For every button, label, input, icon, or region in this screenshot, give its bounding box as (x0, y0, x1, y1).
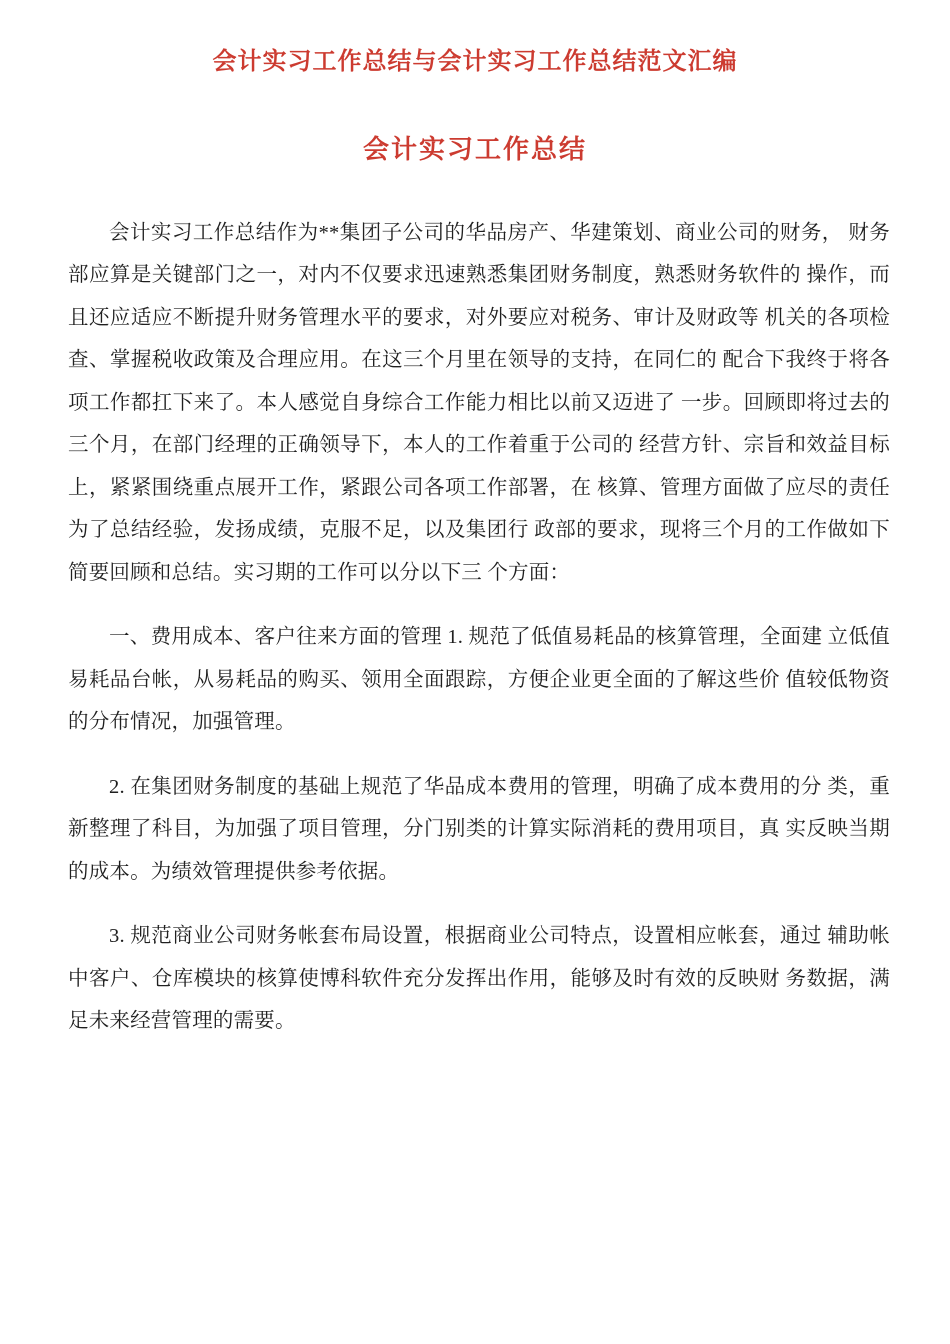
document-subtitle: 会计实习工作总结 (362, 134, 587, 164)
paragraph-intro: 会计实习工作总结作为**集团子公司的华品房产、华建策划、商业公司的财务， 财务部应算是关键部门之一，对内不仅要求迅速熟悉集团财务制度，熟悉财务软件的 操作，而且还应适应不断提升财务管理水平的要求，对外要应对税务、审计及财政等 机关的各项检查、掌握税收政策及合理应用。在这三个月里在领导的支持，在同仁的 配合下我终于将各项工作都扛下来了。本人感觉自身综合工作能力相比以前又迈进了 一步。回顾即将过去的三个月，在部门经理的正确领导下，本人的工作着重于公司的 经营方针、宗旨和效益目标上，紧紧围绕重点展开工作，紧跟公司各项工作部署，在 核算、管理方面做了应尽的责任为了总结经验，发扬成绩，克服不足，以及集团行 政部的要求，现将三个月的工作做如下简要回顾和总结。实习期的工作可以分以下三 个方面： (68, 221, 890, 584)
paragraph-item-3: 3. 规范商业公司财务帐套布局设置，根据商业公司特点，设置相应帐套，通过 辅助帐中客户、仓库模块的核算使博科软件充分发挥出作用，能够及时有效的反映财 务数据，满足未来经营管理的需要。 (68, 925, 890, 1033)
document-title: 会计实习工作总结与会计实习工作总结范文汇编 (212, 49, 738, 75)
paragraph-section-one: 一、费用成本、客户往来方面的管理 1. 规范了低值易耗品的核算管理，全面建 立低值易耗品台帐，从易耗品的购买、领用全面跟踪，方便企业更全面的了解这些价 值较低物资的分布情况，加强管理。 (68, 626, 890, 734)
paragraph-item-2: 2. 在集团财务制度的基础上规范了华品成本费用的管理，明确了成本费用的分 类，重新整理了科目，为加强了项目管理，分门别类的计算实际消耗的费用项目，真 实反映当期的成本。为绩效管理提供参考依据。 (68, 775, 890, 883)
page-bottom-spacer (0, 1043, 950, 1044)
document-body (0, 168, 950, 1043)
